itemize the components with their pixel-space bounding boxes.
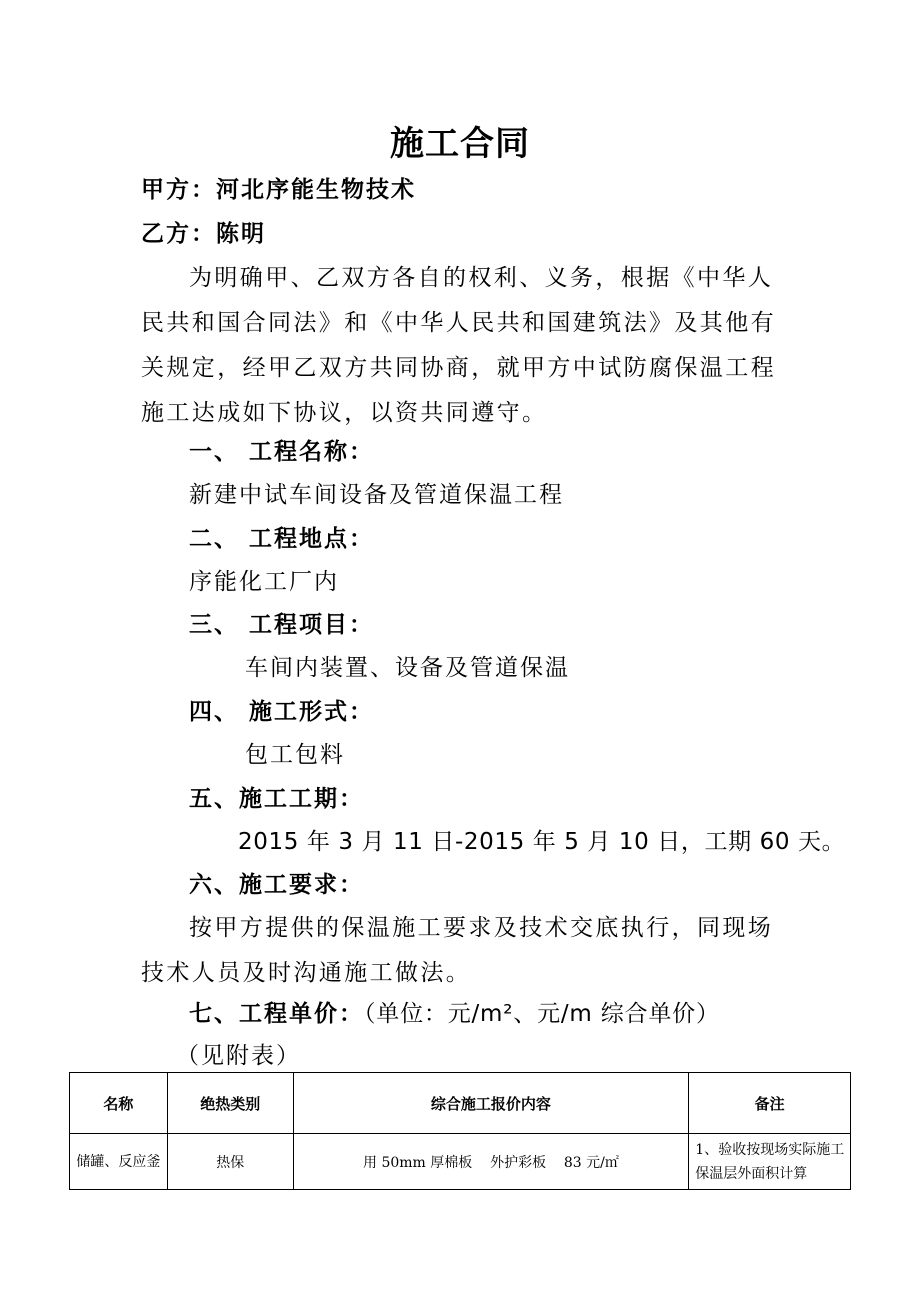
page-title: 施工合同	[390, 124, 530, 164]
section-1-heading: 一、 工程名称：	[189, 439, 375, 465]
party-a: 甲方：河北序能生物技术	[141, 177, 416, 203]
section-7-unit: （单位：元/m²、元/m 综合单价）	[364, 1001, 720, 1027]
table-header-row	[70, 1073, 851, 1134]
section-5-heading: 五、施工工期：	[189, 786, 364, 812]
section-2-content: 序能化工厂内	[189, 569, 339, 595]
section-3-heading: 三、 工程项目：	[189, 612, 375, 638]
header-remarks: 备注	[689, 1073, 851, 1134]
section-1-content: 新建中试车间设备及管道保温工程	[189, 482, 564, 508]
section-6-heading: 六、施工要求：	[189, 872, 364, 898]
section-3-content: 车间内装置、设备及管道保温	[245, 655, 570, 681]
section-7-heading: 七、工程单价：	[189, 1001, 364, 1027]
section-7-line	[189, 998, 720, 1030]
section-4-heading: 四、 施工形式：	[189, 699, 375, 725]
intro-paragraph: 为明确甲、乙双方各自的权利、义务，根据《中华人民共和国合同法》和《中华人民共和国建筑法》及其他有关规定，经甲乙双方共同协商，就甲方中试防腐保温工程施工达成如下协议，以资共同遵守。	[141, 265, 776, 426]
cell-quote-content: 用 50mm 厚棉板 外护彩板 83 元/㎡	[293, 1134, 689, 1190]
header-name: 名称	[70, 1073, 168, 1134]
header-insulation-type: 绝热类别	[167, 1073, 293, 1134]
section-4-content: 包工包料	[245, 742, 345, 768]
pricing-table	[69, 1072, 851, 1190]
section-2-heading: 二、 工程地点：	[189, 526, 375, 552]
section-5-content: 2015 年 3 月 11 日-2015 年 5 月 10 日，工期 60 天。	[238, 829, 846, 855]
section-7-note: （见附表）	[176, 1043, 301, 1069]
cell-insulation-type: 热保	[167, 1134, 293, 1190]
cell-remarks: 1、验收按现场实际施工保温层外面积计算	[689, 1134, 851, 1190]
party-b: 乙方：陈明	[141, 221, 266, 247]
section-6-content: 按甲方提供的保温施工要求及技术交底执行，同现场技术人员及时沟通施工做法。	[141, 915, 774, 986]
cell-name: 储罐、反应釜	[70, 1134, 168, 1190]
table-row	[70, 1134, 851, 1190]
header-quote-content: 综合施工报价内容	[293, 1073, 689, 1134]
